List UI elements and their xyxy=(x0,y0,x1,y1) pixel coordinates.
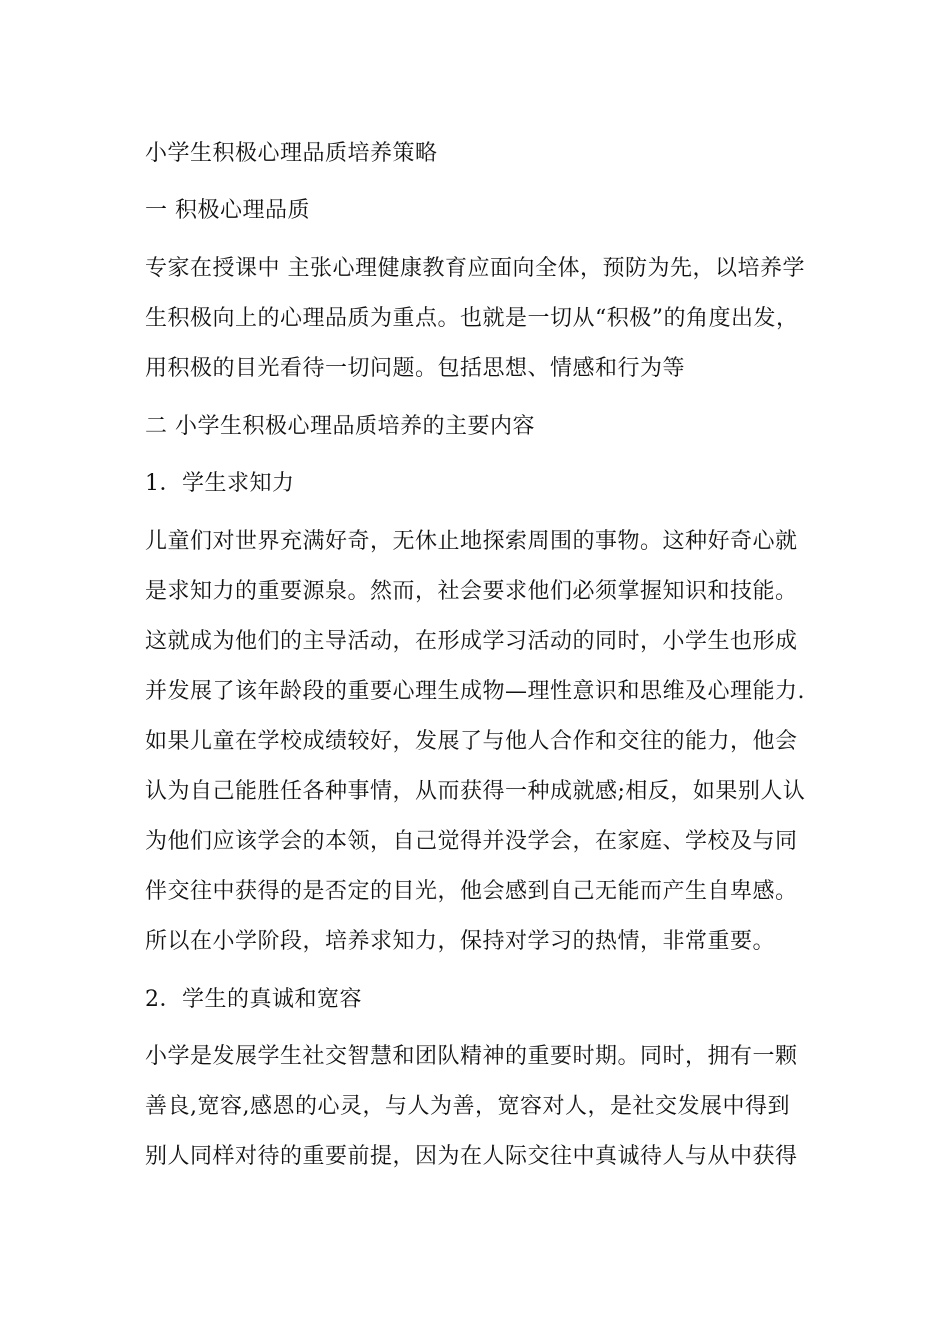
paragraph-line: 专家在授课中 主张心理健康教育应面向全体，预防为先，以培养学 xyxy=(145,256,805,281)
paragraph-line: 为他们应该学会的本领，自己觉得并没学会，在家庭、学校及与同 xyxy=(145,829,798,854)
document-title: 小学生积极心理品质培养策略 xyxy=(145,141,438,166)
paragraph-line: 这就成为他们的主导活动，在形成学习活动的同时，小学生也形成 xyxy=(145,629,798,654)
paragraph-line: 并发展了该年龄段的重要心理生成物—理性意识和思维及心理能力. xyxy=(145,679,805,704)
subsection-heading: 1．学生求知力 xyxy=(145,471,295,496)
paragraph-line: 是求知力的重要源泉。然而，社会要求他们必须掌握知识和技能。 xyxy=(145,579,798,604)
paragraph-line: 伴交往中获得的是否定的目光，他会感到自己无能而产生自卑感。 xyxy=(145,879,798,904)
paragraph-line: 别人同样对待的重要前提，因为在人际交往中真诚待人与从中获得 xyxy=(145,1144,798,1169)
paragraph-line: 所以在小学阶段，培养求知力，保持对学习的热情，非常重要。 xyxy=(145,929,776,954)
paragraph-line: 儿童们对世界充满好奇，无休止地探索周围的事物。这种好奇心就 xyxy=(145,529,798,554)
section-heading: 二 小学生积极心理品质培养的主要内容 xyxy=(145,414,535,439)
paragraph-line: 认为自己能胜任各种事情，从而获得一种成就感;相反，如果别人认 xyxy=(145,779,806,804)
section-heading: 一 积极心理品质 xyxy=(145,198,310,223)
paragraph-line: 如果儿童在学校成绩较好，发展了与他人合作和交往的能力，他会 xyxy=(145,729,798,754)
paragraph-line: 生积极向上的心理品质为重点。也就是一切从“积极”的角度出发， xyxy=(145,306,799,331)
paragraph-line: 用积极的目光看待一切问题。包括思想、情感和行为等 xyxy=(145,356,686,381)
subsection-heading: 2．学生的真诚和宽容 xyxy=(145,987,362,1012)
paragraph-line: 小学是发展学生社交智慧和团队精神的重要时期。同时，拥有一颗 xyxy=(145,1044,798,1069)
paragraph-line: 善良,宽容,感恩的心灵，与人为善，宽容对人，是社交发展中得到 xyxy=(145,1094,790,1119)
